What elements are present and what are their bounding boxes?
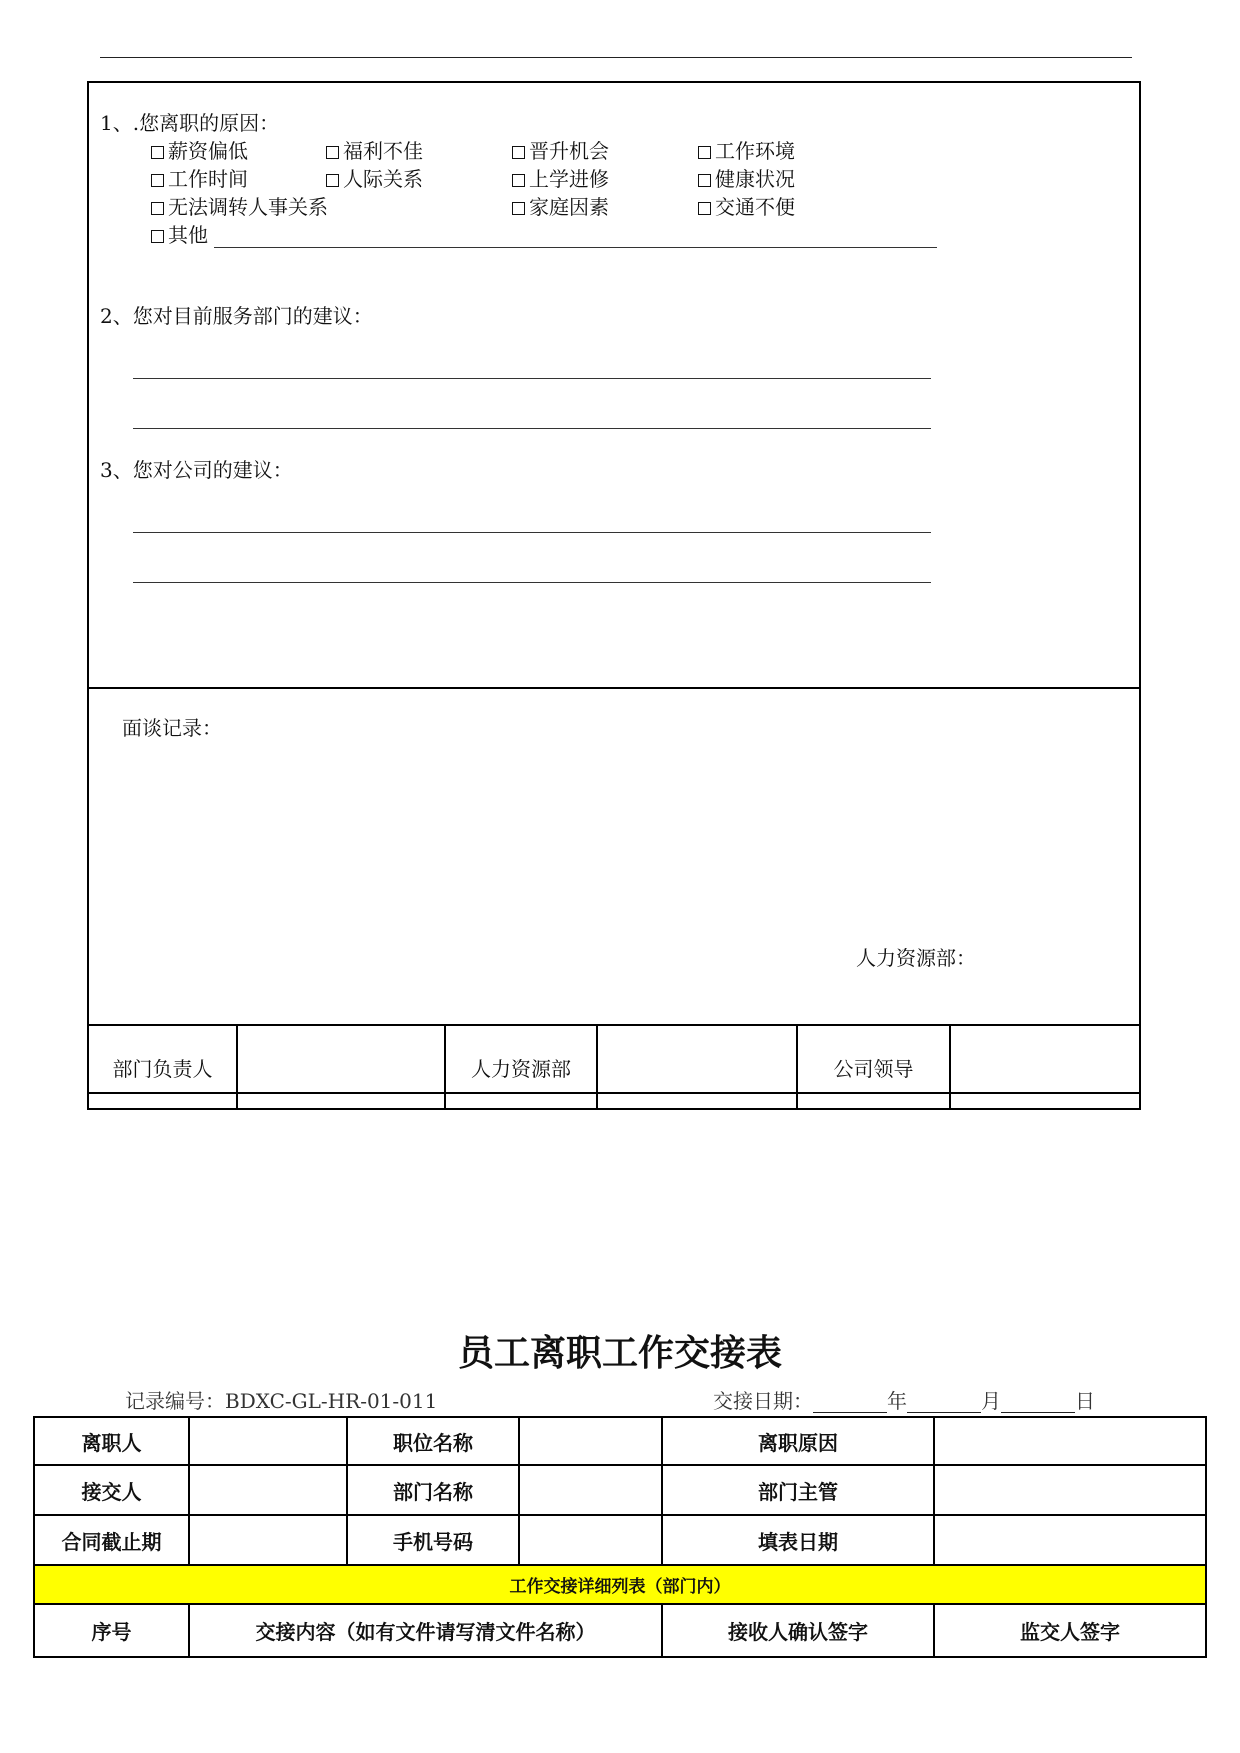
handover-table: [33, 1416, 1207, 1658]
departing-employee-value[interactable]: [189, 1417, 347, 1465]
month-label: 月: [981, 1389, 1001, 1413]
checkbox-icon[interactable]: [512, 146, 525, 159]
exit-survey-box: [87, 81, 1141, 1094]
company-leader-signature[interactable]: [950, 1025, 1140, 1109]
fill-date-value[interactable]: [934, 1515, 1206, 1565]
option-personnel-transfer[interactable]: 无法调转人事关系: [151, 195, 328, 219]
handover-date-label: 交接日期：: [713, 1389, 813, 1413]
company-leader-label: 公司领导: [797, 1025, 950, 1109]
checkbox-icon[interactable]: [698, 174, 711, 187]
interview-record-label: 面谈记录：: [122, 716, 222, 740]
checkbox-icon[interactable]: [512, 202, 525, 215]
option-other[interactable]: 其他: [151, 223, 208, 247]
column-serial-no: 序号: [34, 1604, 189, 1657]
dept-head-signature[interactable]: [237, 1025, 445, 1109]
supervisor-value[interactable]: [934, 1465, 1206, 1515]
hr-signature-label: 人力资源部：: [856, 946, 976, 970]
row-department: 部门名称: [347, 1465, 519, 1515]
year-label: 年: [887, 1389, 907, 1413]
checkbox-icon[interactable]: [151, 202, 164, 215]
option-relationships[interactable]: 人际关系: [326, 167, 423, 191]
checkbox-icon[interactable]: [151, 230, 164, 243]
column-supervisor-signature: 监交人签字: [934, 1604, 1206, 1657]
row-phone: 手机号码: [347, 1515, 519, 1565]
record-number: 记录编号：BDXC-GL-HR-01-011: [125, 1389, 438, 1413]
row-departing-employee: 离职人: [34, 1417, 189, 1465]
day-blank[interactable]: [1001, 1390, 1075, 1413]
other-reason-line[interactable]: [214, 247, 937, 248]
checkbox-icon[interactable]: [512, 174, 525, 187]
option-salary[interactable]: 薪资偏低: [151, 139, 248, 163]
detail-list-header: 工作交接详细列表（部门内）: [34, 1565, 1206, 1604]
q2-answer-line-2[interactable]: [133, 428, 931, 429]
option-study[interactable]: 上学进修: [512, 167, 609, 191]
checkbox-icon[interactable]: [326, 174, 339, 187]
handover-date: [713, 1389, 1095, 1413]
option-benefits[interactable]: 福利不佳: [326, 139, 423, 163]
row-fill-date: 填表日期: [662, 1515, 934, 1565]
handover-form-title: 员工离职工作交接表: [457, 1333, 782, 1374]
column-receiver-signature: 接收人确认签字: [662, 1604, 934, 1657]
row-contract-end: 合同截止期: [34, 1515, 189, 1565]
phone-value[interactable]: [519, 1515, 662, 1565]
hr-dept-label: 人力资源部: [445, 1025, 597, 1109]
checkbox-icon[interactable]: [151, 146, 164, 159]
checkbox-icon[interactable]: [326, 146, 339, 159]
row-supervisor: 部门主管: [662, 1465, 934, 1515]
row-successor: 接交人: [34, 1465, 189, 1515]
year-blank[interactable]: [813, 1390, 887, 1413]
q3-label: 3、您对公司的建议：: [100, 458, 293, 482]
contract-end-value[interactable]: [189, 1515, 347, 1565]
month-blank[interactable]: [907, 1390, 981, 1413]
checkbox-icon[interactable]: [698, 146, 711, 159]
q3-answer-line-1[interactable]: [133, 532, 931, 533]
checkbox-icon[interactable]: [698, 202, 711, 215]
section-divider: [87, 687, 1141, 689]
column-handover-content: 交接内容（如有文件请写清文件名称）: [189, 1604, 662, 1657]
signoff-table: [87, 1024, 1141, 1110]
option-health[interactable]: 健康状况: [698, 167, 795, 191]
option-promotion[interactable]: 晋升机会: [512, 139, 609, 163]
q2-label: 2、您对目前服务部门的建议：: [100, 304, 373, 328]
option-transport[interactable]: 交通不便: [698, 195, 795, 219]
checkbox-icon[interactable]: [151, 174, 164, 187]
q1-label: 1、.您离职的原因：: [100, 111, 280, 135]
option-work-hours[interactable]: 工作时间: [151, 167, 248, 191]
dept-head-label: 部门负责人: [88, 1025, 237, 1109]
reason-value[interactable]: [934, 1417, 1206, 1465]
page-header-rule: [100, 57, 1132, 58]
day-label: 日: [1075, 1389, 1095, 1413]
option-family[interactable]: 家庭因素: [512, 195, 609, 219]
department-value[interactable]: [519, 1465, 662, 1515]
q2-answer-line-1[interactable]: [133, 378, 931, 379]
row-reason: 离职原因: [662, 1417, 934, 1465]
hr-dept-signature[interactable]: [597, 1025, 797, 1109]
position-value[interactable]: [519, 1417, 662, 1465]
option-environment[interactable]: 工作环境: [698, 139, 795, 163]
q3-answer-line-2[interactable]: [133, 582, 931, 583]
successor-value[interactable]: [189, 1465, 347, 1515]
row-position: 职位名称: [347, 1417, 519, 1465]
